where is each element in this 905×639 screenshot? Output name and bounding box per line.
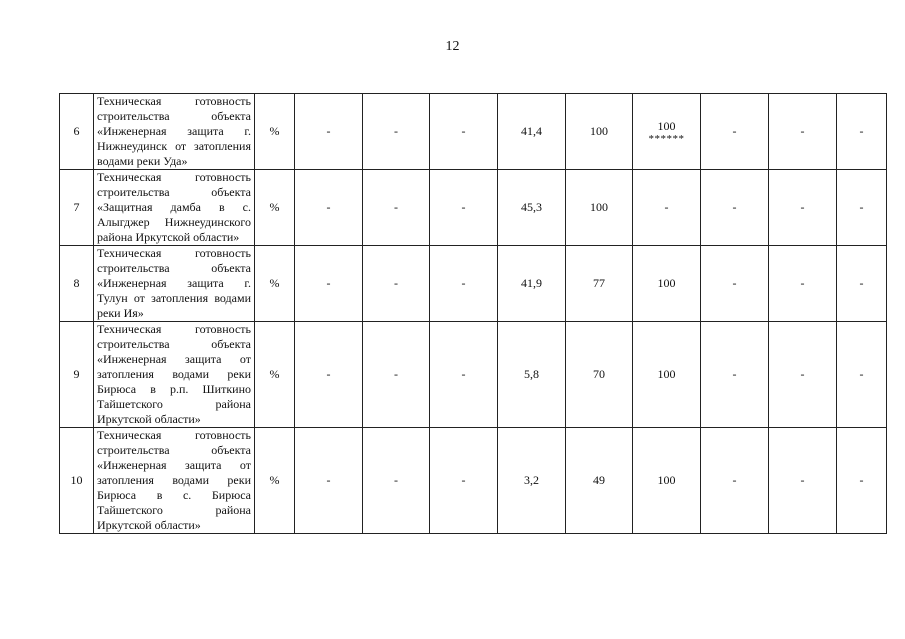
unit-cell: % xyxy=(255,428,295,534)
description-line: Нижнеудинск от затопления xyxy=(97,139,251,153)
table-row xyxy=(60,170,887,246)
value-cell: 100 xyxy=(566,170,633,246)
value-cell: - xyxy=(363,428,430,534)
value-cell: - xyxy=(701,428,769,534)
value-cell: 41,4 xyxy=(498,94,566,170)
value-cell xyxy=(633,428,701,534)
row-number-cell: 6 xyxy=(60,94,94,170)
row-number-cell: 10 xyxy=(60,428,94,534)
table-body xyxy=(60,94,887,534)
page-number: 12 xyxy=(445,39,460,54)
description-line: Техническая готовность xyxy=(97,170,251,184)
description-line: «Инженерная защита г. xyxy=(97,124,251,138)
description-line: Иркутской области» xyxy=(97,518,201,532)
description-line: Тайшетского района xyxy=(97,397,251,411)
value-cell: 100 xyxy=(566,94,633,170)
description-line: Техническая готовность xyxy=(97,94,251,108)
value-cell: - xyxy=(837,94,887,170)
value-cell: - xyxy=(363,94,430,170)
description-line: реки Ия» xyxy=(97,306,144,320)
unit-cell: % xyxy=(255,94,295,170)
row-number-cell: 8 xyxy=(60,246,94,322)
value-cell xyxy=(633,94,701,170)
description-line: строительства объекта xyxy=(97,261,251,275)
description-line: Тулун от затопления водами xyxy=(97,291,251,305)
table-row xyxy=(60,94,887,170)
description-line: Тайшетского района xyxy=(97,503,251,517)
value-cell: - xyxy=(295,428,363,534)
value-cell: - xyxy=(363,170,430,246)
indicator-description-cell xyxy=(94,170,255,246)
description-line: «Инженерная защита г. xyxy=(97,276,251,290)
value-cell: 70 xyxy=(566,322,633,428)
description-line: строительства объекта xyxy=(97,337,251,351)
value-cell: 49 xyxy=(566,428,633,534)
value-cell: - xyxy=(701,170,769,246)
indicator-table xyxy=(59,93,887,534)
value-cell: - xyxy=(295,94,363,170)
row-number-cell: 7 xyxy=(60,170,94,246)
description-line: затопления водами реки xyxy=(97,473,251,487)
table-row xyxy=(60,246,887,322)
footnote-marker: ****** xyxy=(648,133,685,145)
description-line: Техническая готовность xyxy=(97,428,251,442)
unit-cell: % xyxy=(255,170,295,246)
value-cell: - xyxy=(769,170,837,246)
description-line: Техническая готовность xyxy=(97,246,251,260)
description-line: строительства объекта xyxy=(97,109,251,123)
value-cell: - xyxy=(430,428,498,534)
unit-cell: % xyxy=(255,246,295,322)
description-line: Иркутской области» xyxy=(97,412,201,426)
table-row xyxy=(60,428,887,534)
value-text: 100 xyxy=(657,473,676,487)
indicator-description-cell xyxy=(94,246,255,322)
value-cell: - xyxy=(769,428,837,534)
description-line: «Защитная дамба в с. xyxy=(97,200,251,214)
value-cell: - xyxy=(837,170,887,246)
value-cell: - xyxy=(837,428,887,534)
value-text: 100 xyxy=(657,119,676,133)
value-cell: - xyxy=(837,322,887,428)
value-cell: - xyxy=(430,94,498,170)
value-cell: - xyxy=(430,246,498,322)
indicator-description-cell xyxy=(94,322,255,428)
value-cell: 5,8 xyxy=(498,322,566,428)
value-text: - xyxy=(664,200,669,214)
description-line: затопления водами реки xyxy=(97,367,251,381)
value-cell: - xyxy=(430,322,498,428)
description-line: Техническая готовность xyxy=(97,322,251,336)
value-cell: - xyxy=(769,246,837,322)
value-cell: 77 xyxy=(566,246,633,322)
value-cell: - xyxy=(701,322,769,428)
value-cell: - xyxy=(701,94,769,170)
value-cell: 45,3 xyxy=(498,170,566,246)
value-text: 100 xyxy=(657,367,676,381)
value-cell: - xyxy=(430,170,498,246)
value-cell xyxy=(633,322,701,428)
value-cell: - xyxy=(295,322,363,428)
row-number-cell: 9 xyxy=(60,322,94,428)
value-text: 100 xyxy=(657,276,676,290)
value-cell: - xyxy=(769,322,837,428)
value-cell: - xyxy=(837,246,887,322)
indicator-description-cell xyxy=(94,94,255,170)
value-cell: - xyxy=(295,170,363,246)
value-cell: - xyxy=(769,94,837,170)
value-cell: - xyxy=(701,246,769,322)
unit-cell: % xyxy=(255,322,295,428)
value-cell: - xyxy=(363,322,430,428)
description-line: Алыгджер Нижнеудинского xyxy=(97,215,251,229)
value-cell: 41,9 xyxy=(498,246,566,322)
indicator-description-cell xyxy=(94,428,255,534)
description-line: «Инженерная защита от xyxy=(97,352,251,366)
description-line: Бирюса в с. Бирюса xyxy=(97,488,251,502)
table-row xyxy=(60,322,887,428)
description-line: водами реки Уда» xyxy=(97,154,188,168)
value-cell: 3,2 xyxy=(498,428,566,534)
value-cell: - xyxy=(295,246,363,322)
value-cell xyxy=(633,170,701,246)
value-cell: - xyxy=(363,246,430,322)
description-line: «Инженерная защита от xyxy=(97,458,251,472)
description-line: строительства объекта xyxy=(97,443,251,457)
value-cell xyxy=(633,246,701,322)
description-line: Бирюса в р.п. Шиткино xyxy=(97,382,251,396)
description-line: строительства объекта xyxy=(97,185,251,199)
description-line: района Иркутской области» xyxy=(97,230,240,244)
